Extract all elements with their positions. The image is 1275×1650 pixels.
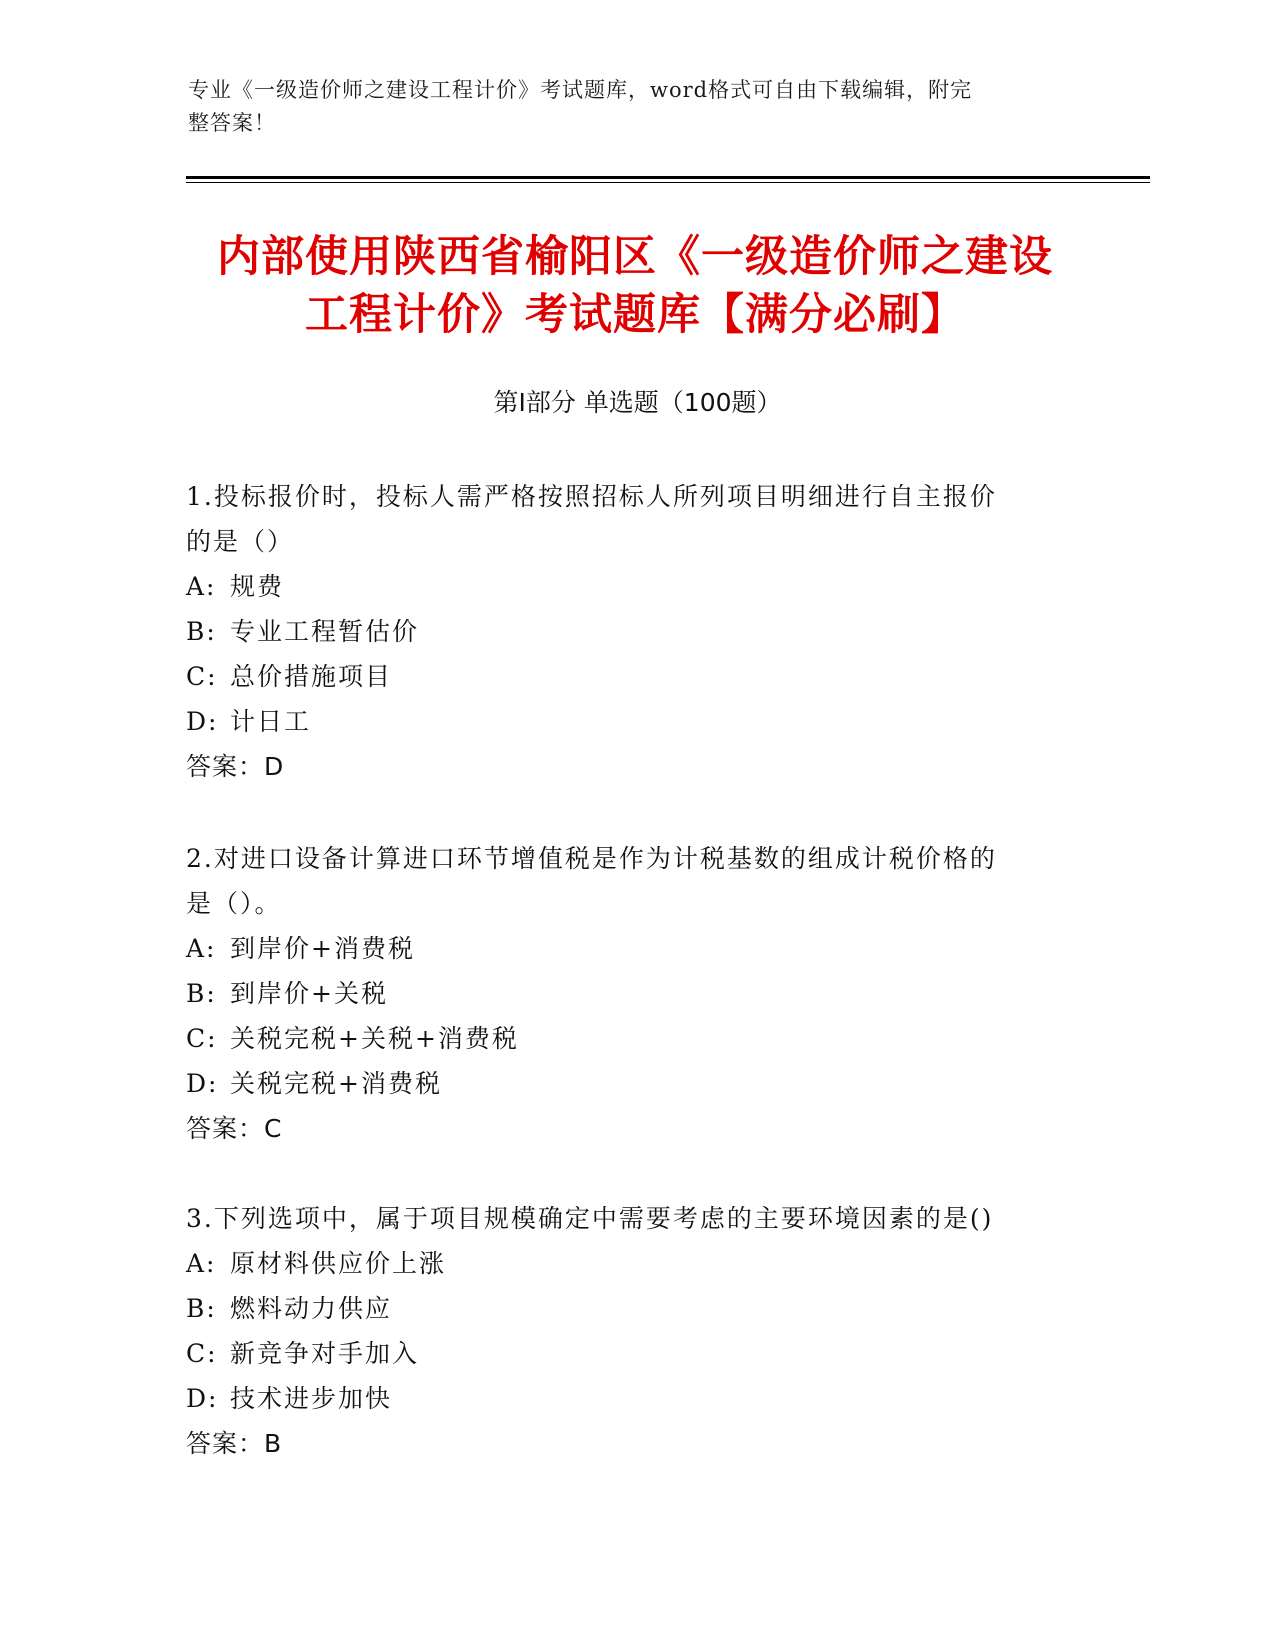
option-text: 燃料动力供应 [230,1294,393,1323]
option-letter: B: [186,979,217,1008]
option-letter: D: [186,707,219,736]
question-stem [186,474,1066,564]
option-text: 原材料供应价上涨 [230,1249,447,1278]
option-letter: C: [186,1024,218,1053]
question-stem-line-1: 2.对进口设备计算进口环节增值税是作为计税基数的组成计税价格的 [186,844,997,873]
option-text: 关税完税+消费税 [230,1069,442,1098]
option-text: 到岸价+关税 [230,979,388,1008]
option-b [186,609,1066,654]
section-heading: 第Ⅰ部分 单选题（100题） [493,388,782,417]
option-a [186,1241,1066,1286]
option-a [186,926,1066,971]
option-text: 关税完税+关税+消费税 [230,1024,519,1053]
question-3 [186,1196,1066,1466]
answer: 答案：D [186,752,285,781]
option-b [186,1286,1066,1331]
question-stem-line-1: 3.下列选项中，属于项目规模确定中需要考虑的主要环境因素的是() [186,1204,994,1233]
document-title-line-1: 内部使用陕西省榆阳区《一级造价师之建设 [217,232,1053,282]
answer: 答案：C [186,1114,283,1143]
option-a [186,564,1066,609]
option-d [186,1376,1066,1421]
option-text: 新竞争对手加入 [230,1339,420,1368]
option-letter: B: [186,617,217,646]
option-text: 计日工 [230,707,312,736]
answer: 答案：B [186,1429,283,1458]
header-divider-thick [186,176,1150,179]
document-title [180,228,1090,344]
option-text: 技术进步加快 [230,1384,393,1413]
question-stem [186,836,1066,926]
header-divider-thin [186,182,1150,183]
option-b [186,971,1066,1016]
option-letter: C: [186,662,218,691]
option-text: 总价措施项目 [230,662,393,691]
header-note [188,74,1068,140]
question-stem-line-1: 1.投标报价时，投标人需严格按照招标人所列项目明细进行自主报价 [186,482,997,511]
option-letter: B: [186,1294,217,1323]
question-1 [186,474,1066,789]
option-text: 专业工程暂估价 [230,617,420,646]
document-title-line-2: 工程计价》考试题库【满分必刷】 [305,290,965,340]
option-text: 到岸价+消费税 [230,934,415,963]
option-letter: A: [186,934,217,963]
option-text: 规费 [230,572,285,601]
header-note-line-1: 专业《一级造价师之建设工程计价》考试题库，word格式可自由下载编辑，附完 [188,78,973,102]
option-d [186,699,1066,744]
question-stem-line-2: 是（）。 [186,889,282,918]
option-d [186,1061,1066,1106]
option-c [186,1331,1066,1376]
option-letter: A: [186,1249,217,1278]
option-letter: D: [186,1069,219,1098]
option-c [186,1016,1066,1061]
header-note-line-2: 整答案！ [188,111,276,135]
option-c [186,654,1066,699]
question-2 [186,836,1066,1151]
option-letter: D: [186,1384,219,1413]
option-letter: C: [186,1339,218,1368]
question-stem-line-2: 的是（） [186,527,295,556]
option-letter: A: [186,572,217,601]
question-stem [186,1196,1066,1241]
